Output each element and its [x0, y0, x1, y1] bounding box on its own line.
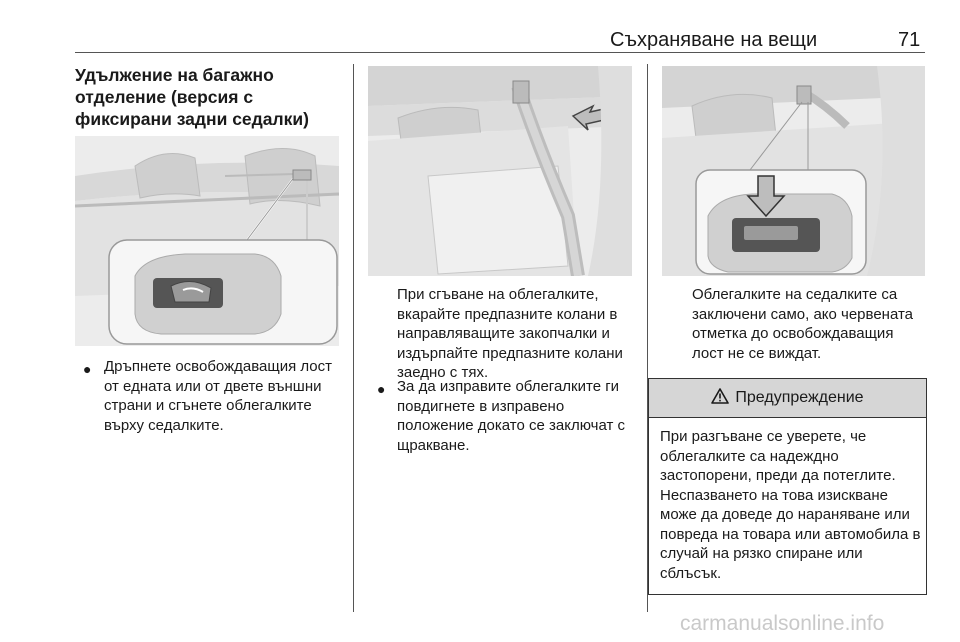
page-number: 71: [898, 29, 921, 51]
column-divider-left: [353, 64, 354, 612]
warning-title: Предупреждение: [735, 389, 864, 406]
illustration-seatbelt-guide-drawing: [368, 66, 632, 276]
section-heading: Удължение на багажно отделение (версия с фиксирани задни седалки): [75, 65, 309, 129]
header-rule: [75, 52, 925, 53]
illustration-red-mark-drawing: [662, 66, 925, 276]
warning-header: [649, 379, 926, 418]
right-para-1: Облегалките на седалките са заключени само, ако червената отметка до освобождаващия лост не се виждат.: [692, 286, 914, 362]
illustration-red-mark: [662, 66, 925, 276]
illustration-seatbelt-guide: [368, 66, 632, 276]
illustration-release-lever: [75, 136, 339, 346]
left-bullet-text: Дръпнете освобождаващия лост от едната или от двете външни страни и сгънете облегалките върху седалките.: [104, 358, 333, 434]
illustration-release-lever-drawing: [75, 136, 339, 346]
watermark: carmanualsonline.info: [680, 612, 885, 635]
page-header-title: Съхраняване на вещи: [610, 29, 818, 51]
middle-para-1: При сгъване на облегалките, вкарайте предпазните колани в направляващите закопчалки и издърпайте предпазните колани заедно с тях.: [397, 286, 623, 381]
warning-box: [648, 378, 927, 595]
middle-bullet-text: За да изправите облегалките ги повдигнете в изправено положение докато се заключат с щракване.: [397, 378, 625, 454]
warning-body: При разгъване се уверете, че облегалките са надеждно застопорени, преди да потеглите. Неспазването на това изискване може да доведе до нараняване или повреда на товара или автомобила в случай на рязко спиране или сблъсък.: [660, 428, 921, 582]
warning-triangle-icon: [711, 388, 729, 409]
bullet-marker: ●: [377, 381, 386, 397]
bullet-marker: ●: [83, 361, 92, 377]
